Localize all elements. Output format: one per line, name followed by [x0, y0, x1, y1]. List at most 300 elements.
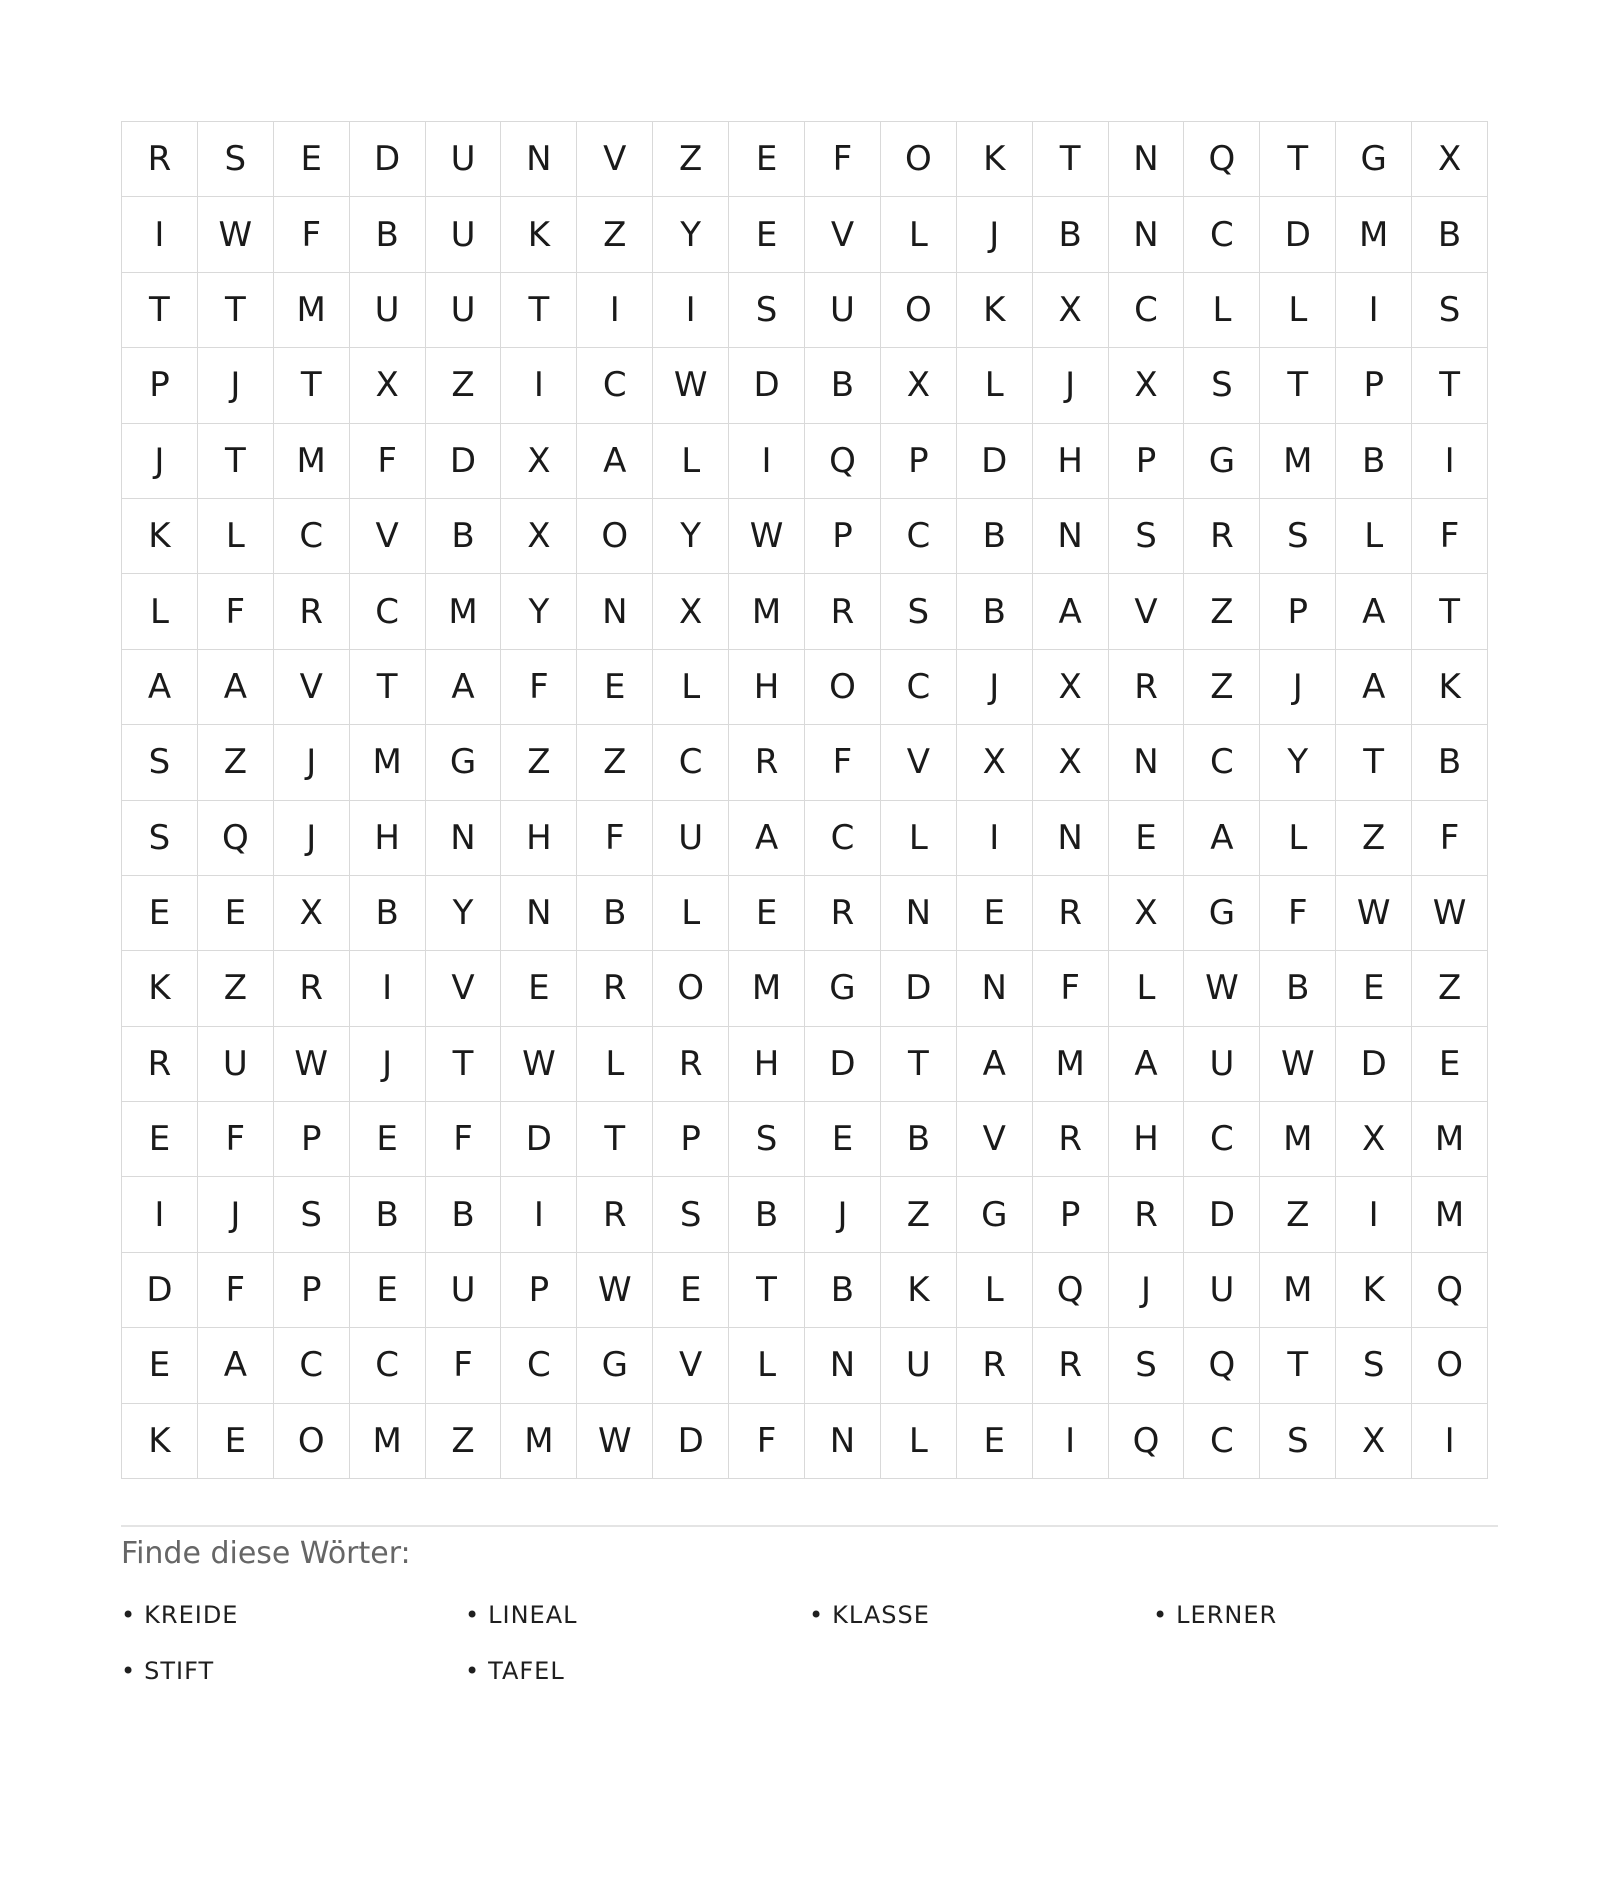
grid-cell[interactable]: Y	[653, 498, 729, 573]
grid-cell[interactable]: W	[501, 1026, 577, 1101]
grid-cell[interactable]: Y	[1260, 725, 1336, 800]
grid-cell[interactable]: Z	[577, 725, 653, 800]
grid-cell[interactable]: D	[880, 951, 956, 1026]
grid-cell[interactable]: J	[1108, 1252, 1184, 1327]
grid-cell[interactable]: V	[880, 725, 956, 800]
grid-cell[interactable]: R	[577, 951, 653, 1026]
grid-cell[interactable]: D	[1184, 1177, 1260, 1252]
grid-cell[interactable]: M	[1260, 1252, 1336, 1327]
grid-cell[interactable]: T	[197, 423, 273, 498]
grid-cell[interactable]: G	[1184, 875, 1260, 950]
grid-cell[interactable]: B	[349, 875, 425, 950]
grid-cell[interactable]: N	[805, 1328, 881, 1403]
grid-cell[interactable]: S	[273, 1177, 349, 1252]
grid-cell[interactable]: I	[501, 348, 577, 423]
grid-cell[interactable]: M	[349, 1403, 425, 1478]
grid-cell[interactable]: B	[1412, 197, 1488, 272]
grid-cell[interactable]: Z	[197, 951, 273, 1026]
grid-cell[interactable]: N	[805, 1403, 881, 1478]
grid-cell[interactable]: X	[349, 348, 425, 423]
grid-cell[interactable]: O	[880, 272, 956, 347]
grid-cell[interactable]: F	[197, 1102, 273, 1177]
grid-cell[interactable]: M	[273, 272, 349, 347]
grid-cell[interactable]: X	[501, 423, 577, 498]
grid-cell[interactable]: D	[956, 423, 1032, 498]
grid-cell[interactable]: B	[1412, 725, 1488, 800]
grid-cell[interactable]: E	[122, 1328, 198, 1403]
grid-cell[interactable]: X	[1108, 348, 1184, 423]
grid-cell[interactable]: F	[425, 1328, 501, 1403]
grid-cell[interactable]: T	[349, 649, 425, 724]
grid-cell[interactable]: F	[501, 649, 577, 724]
grid-cell[interactable]: T	[1412, 574, 1488, 649]
grid-cell[interactable]: F	[1260, 875, 1336, 950]
grid-cell[interactable]: L	[653, 875, 729, 950]
grid-cell[interactable]: C	[1184, 725, 1260, 800]
grid-cell[interactable]: Z	[425, 1403, 501, 1478]
grid-cell[interactable]: F	[805, 725, 881, 800]
grid-cell[interactable]: L	[653, 423, 729, 498]
grid-cell[interactable]: D	[653, 1403, 729, 1478]
grid-cell[interactable]: D	[805, 1026, 881, 1101]
grid-cell[interactable]: J	[273, 725, 349, 800]
grid-cell[interactable]: E	[956, 875, 1032, 950]
grid-cell[interactable]: L	[122, 574, 198, 649]
grid-cell[interactable]: W	[197, 197, 273, 272]
grid-cell[interactable]: A	[425, 649, 501, 724]
grid-cell[interactable]: C	[653, 725, 729, 800]
grid-cell[interactable]: T	[197, 272, 273, 347]
grid-cell[interactable]: M	[1260, 423, 1336, 498]
grid-cell[interactable]: L	[729, 1328, 805, 1403]
grid-cell[interactable]: L	[880, 800, 956, 875]
grid-cell[interactable]: Z	[1260, 1177, 1336, 1252]
grid-cell[interactable]: L	[653, 649, 729, 724]
grid-cell[interactable]: J	[122, 423, 198, 498]
grid-cell[interactable]: L	[956, 1252, 1032, 1327]
grid-cell[interactable]: O	[577, 498, 653, 573]
grid-cell[interactable]: I	[349, 951, 425, 1026]
grid-cell[interactable]: U	[425, 122, 501, 197]
grid-cell[interactable]: U	[653, 800, 729, 875]
grid-cell[interactable]: N	[577, 574, 653, 649]
grid-cell[interactable]: S	[1260, 498, 1336, 573]
grid-cell[interactable]: I	[653, 272, 729, 347]
grid-cell[interactable]: Z	[1184, 574, 1260, 649]
grid-cell[interactable]: L	[1260, 272, 1336, 347]
grid-cell[interactable]: P	[1336, 348, 1412, 423]
grid-cell[interactable]: R	[1032, 1328, 1108, 1403]
grid-cell[interactable]: I	[1412, 423, 1488, 498]
grid-cell[interactable]: T	[1260, 348, 1336, 423]
grid-cell[interactable]: R	[729, 725, 805, 800]
grid-cell[interactable]: S	[197, 122, 273, 197]
grid-cell[interactable]: F	[197, 1252, 273, 1327]
grid-cell[interactable]: W	[653, 348, 729, 423]
grid-cell[interactable]: Z	[880, 1177, 956, 1252]
grid-cell[interactable]: A	[1336, 574, 1412, 649]
grid-cell[interactable]: W	[1260, 1026, 1336, 1101]
grid-cell[interactable]: Y	[501, 574, 577, 649]
grid-cell[interactable]: E	[1412, 1026, 1488, 1101]
grid-cell[interactable]: N	[1032, 498, 1108, 573]
grid-cell[interactable]: B	[1336, 423, 1412, 498]
grid-cell[interactable]: W	[577, 1403, 653, 1478]
grid-cell[interactable]: U	[197, 1026, 273, 1101]
grid-cell[interactable]: Z	[501, 725, 577, 800]
grid-cell[interactable]: U	[880, 1328, 956, 1403]
grid-cell[interactable]: E	[122, 1102, 198, 1177]
grid-cell[interactable]: Q	[1412, 1252, 1488, 1327]
grid-cell[interactable]: I	[1336, 1177, 1412, 1252]
grid-cell[interactable]: C	[805, 800, 881, 875]
grid-cell[interactable]: P	[653, 1102, 729, 1177]
grid-cell[interactable]: J	[349, 1026, 425, 1101]
grid-cell[interactable]: F	[1412, 800, 1488, 875]
grid-cell[interactable]: S	[653, 1177, 729, 1252]
grid-cell[interactable]: B	[956, 498, 1032, 573]
grid-cell[interactable]: S	[1260, 1403, 1336, 1478]
grid-cell[interactable]: B	[880, 1102, 956, 1177]
grid-cell[interactable]: B	[1032, 197, 1108, 272]
grid-cell[interactable]: E	[956, 1403, 1032, 1478]
grid-cell[interactable]: F	[729, 1403, 805, 1478]
grid-cell[interactable]: L	[880, 197, 956, 272]
grid-cell[interactable]: N	[501, 875, 577, 950]
grid-cell[interactable]: U	[425, 1252, 501, 1327]
grid-cell[interactable]: S	[729, 1102, 805, 1177]
grid-cell[interactable]: Z	[1336, 800, 1412, 875]
grid-cell[interactable]: B	[349, 1177, 425, 1252]
grid-cell[interactable]: X	[501, 498, 577, 573]
grid-cell[interactable]: B	[349, 197, 425, 272]
grid-cell[interactable]: P	[805, 498, 881, 573]
grid-cell[interactable]: T	[1032, 122, 1108, 197]
grid-cell[interactable]: I	[729, 423, 805, 498]
grid-cell[interactable]: Z	[653, 122, 729, 197]
grid-cell[interactable]: Y	[653, 197, 729, 272]
grid-cell[interactable]: A	[1184, 800, 1260, 875]
grid-cell[interactable]: U	[425, 197, 501, 272]
grid-cell[interactable]: T	[577, 1102, 653, 1177]
grid-cell[interactable]: S	[1184, 348, 1260, 423]
grid-cell[interactable]: J	[956, 649, 1032, 724]
grid-cell[interactable]: J	[956, 197, 1032, 272]
grid-cell[interactable]: R	[122, 122, 198, 197]
grid-cell[interactable]: J	[1032, 348, 1108, 423]
grid-cell[interactable]: P	[1108, 423, 1184, 498]
grid-cell[interactable]: D	[425, 423, 501, 498]
grid-cell[interactable]: P	[1032, 1177, 1108, 1252]
grid-cell[interactable]: N	[880, 875, 956, 950]
grid-cell[interactable]: Y	[425, 875, 501, 950]
grid-cell[interactable]: G	[577, 1328, 653, 1403]
grid-cell[interactable]: L	[1184, 272, 1260, 347]
grid-cell[interactable]: I	[501, 1177, 577, 1252]
grid-cell[interactable]: X	[1108, 875, 1184, 950]
grid-cell[interactable]: O	[805, 649, 881, 724]
grid-cell[interactable]: A	[1032, 574, 1108, 649]
grid-cell[interactable]: F	[1412, 498, 1488, 573]
grid-cell[interactable]: J	[273, 800, 349, 875]
grid-cell[interactable]: R	[805, 574, 881, 649]
grid-cell[interactable]: X	[1336, 1102, 1412, 1177]
grid-cell[interactable]: O	[653, 951, 729, 1026]
grid-cell[interactable]: U	[1184, 1026, 1260, 1101]
grid-cell[interactable]: K	[956, 272, 1032, 347]
grid-cell[interactable]: B	[425, 498, 501, 573]
grid-cell[interactable]: W	[729, 498, 805, 573]
grid-cell[interactable]: N	[1108, 122, 1184, 197]
grid-cell[interactable]: H	[729, 649, 805, 724]
grid-cell[interactable]: V	[1108, 574, 1184, 649]
grid-cell[interactable]: R	[653, 1026, 729, 1101]
grid-cell[interactable]: X	[653, 574, 729, 649]
grid-cell[interactable]: A	[1336, 649, 1412, 724]
grid-cell[interactable]: F	[273, 197, 349, 272]
grid-cell[interactable]: E	[197, 875, 273, 950]
grid-cell[interactable]: D	[501, 1102, 577, 1177]
grid-cell[interactable]: N	[1032, 800, 1108, 875]
grid-cell[interactable]: Z	[425, 348, 501, 423]
grid-cell[interactable]: W	[273, 1026, 349, 1101]
grid-cell[interactable]: T	[122, 272, 198, 347]
grid-cell[interactable]: R	[1032, 875, 1108, 950]
grid-cell[interactable]: B	[729, 1177, 805, 1252]
grid-cell[interactable]: X	[956, 725, 1032, 800]
grid-cell[interactable]: S	[1108, 1328, 1184, 1403]
grid-cell[interactable]: J	[805, 1177, 881, 1252]
grid-cell[interactable]: A	[956, 1026, 1032, 1101]
grid-cell[interactable]: R	[805, 875, 881, 950]
grid-cell[interactable]: A	[729, 800, 805, 875]
grid-cell[interactable]: L	[1260, 800, 1336, 875]
grid-cell[interactable]: V	[577, 122, 653, 197]
grid-cell[interactable]: R	[1032, 1102, 1108, 1177]
grid-cell[interactable]: D	[1336, 1026, 1412, 1101]
grid-cell[interactable]: A	[122, 649, 198, 724]
grid-cell[interactable]: L	[197, 498, 273, 573]
grid-cell[interactable]: I	[1032, 1403, 1108, 1478]
grid-cell[interactable]: R	[1108, 649, 1184, 724]
grid-cell[interactable]: A	[197, 649, 273, 724]
grid-cell[interactable]: C	[1184, 197, 1260, 272]
grid-cell[interactable]: C	[1184, 1403, 1260, 1478]
grid-cell[interactable]: O	[880, 122, 956, 197]
grid-cell[interactable]: E	[729, 122, 805, 197]
grid-cell[interactable]: K	[122, 498, 198, 573]
grid-cell[interactable]: S	[122, 725, 198, 800]
grid-cell[interactable]: H	[1032, 423, 1108, 498]
grid-cell[interactable]: C	[880, 649, 956, 724]
grid-cell[interactable]: G	[956, 1177, 1032, 1252]
grid-cell[interactable]: X	[880, 348, 956, 423]
grid-cell[interactable]: K	[501, 197, 577, 272]
grid-cell[interactable]: I	[122, 1177, 198, 1252]
grid-cell[interactable]: H	[501, 800, 577, 875]
grid-cell[interactable]: K	[1336, 1252, 1412, 1327]
grid-cell[interactable]: B	[805, 1252, 881, 1327]
grid-cell[interactable]: L	[1108, 951, 1184, 1026]
grid-cell[interactable]: A	[577, 423, 653, 498]
grid-cell[interactable]: Q	[805, 423, 881, 498]
grid-cell[interactable]: R	[1108, 1177, 1184, 1252]
grid-cell[interactable]: E	[501, 951, 577, 1026]
grid-cell[interactable]: E	[805, 1102, 881, 1177]
grid-cell[interactable]: I	[1412, 1403, 1488, 1478]
grid-cell[interactable]: D	[729, 348, 805, 423]
grid-cell[interactable]: A	[197, 1328, 273, 1403]
grid-cell[interactable]: J	[197, 1177, 273, 1252]
grid-cell[interactable]: Q	[1184, 1328, 1260, 1403]
grid-cell[interactable]: O	[273, 1403, 349, 1478]
grid-cell[interactable]: N	[1108, 197, 1184, 272]
grid-cell[interactable]: E	[729, 197, 805, 272]
grid-cell[interactable]: M	[501, 1403, 577, 1478]
grid-cell[interactable]: T	[1260, 1328, 1336, 1403]
grid-cell[interactable]: J	[197, 348, 273, 423]
grid-cell[interactable]: N	[956, 951, 1032, 1026]
grid-cell[interactable]: G	[1184, 423, 1260, 498]
grid-cell[interactable]: N	[1108, 725, 1184, 800]
grid-cell[interactable]: F	[349, 423, 425, 498]
grid-cell[interactable]: K	[122, 1403, 198, 1478]
grid-cell[interactable]: E	[729, 875, 805, 950]
grid-cell[interactable]: H	[1108, 1102, 1184, 1177]
grid-cell[interactable]: D	[1260, 197, 1336, 272]
grid-cell[interactable]: F	[577, 800, 653, 875]
grid-cell[interactable]: T	[1336, 725, 1412, 800]
grid-cell[interactable]: P	[501, 1252, 577, 1327]
grid-cell[interactable]: X	[1412, 122, 1488, 197]
grid-cell[interactable]: E	[197, 1403, 273, 1478]
grid-cell[interactable]: C	[880, 498, 956, 573]
grid-cell[interactable]: S	[1412, 272, 1488, 347]
grid-cell[interactable]: T	[501, 272, 577, 347]
grid-cell[interactable]: P	[273, 1252, 349, 1327]
grid-cell[interactable]: S	[1336, 1328, 1412, 1403]
grid-cell[interactable]: S	[729, 272, 805, 347]
grid-cell[interactable]: X	[273, 875, 349, 950]
grid-cell[interactable]: K	[956, 122, 1032, 197]
grid-cell[interactable]: K	[122, 951, 198, 1026]
grid-cell[interactable]: Z	[1412, 951, 1488, 1026]
grid-cell[interactable]: Q	[197, 800, 273, 875]
grid-cell[interactable]: W	[1412, 875, 1488, 950]
grid-cell[interactable]: N	[425, 800, 501, 875]
grid-cell[interactable]: E	[349, 1102, 425, 1177]
grid-cell[interactable]: E	[1108, 800, 1184, 875]
grid-cell[interactable]: F	[805, 122, 881, 197]
grid-cell[interactable]: V	[805, 197, 881, 272]
grid-cell[interactable]: O	[1412, 1328, 1488, 1403]
grid-cell[interactable]: R	[122, 1026, 198, 1101]
grid-cell[interactable]: B	[1260, 951, 1336, 1026]
grid-cell[interactable]: E	[122, 875, 198, 950]
grid-cell[interactable]: F	[197, 574, 273, 649]
grid-cell[interactable]: M	[1260, 1102, 1336, 1177]
grid-cell[interactable]: A	[1108, 1026, 1184, 1101]
grid-cell[interactable]: Z	[1184, 649, 1260, 724]
grid-cell[interactable]: C	[273, 1328, 349, 1403]
grid-cell[interactable]: E	[577, 649, 653, 724]
grid-cell[interactable]: C	[577, 348, 653, 423]
grid-cell[interactable]: R	[577, 1177, 653, 1252]
grid-cell[interactable]: C	[273, 498, 349, 573]
grid-cell[interactable]: W	[1184, 951, 1260, 1026]
grid-cell[interactable]: M	[1412, 1177, 1488, 1252]
grid-cell[interactable]: M	[273, 423, 349, 498]
grid-cell[interactable]: I	[1336, 272, 1412, 347]
grid-cell[interactable]: T	[1412, 348, 1488, 423]
grid-cell[interactable]: X	[1032, 272, 1108, 347]
grid-cell[interactable]: Z	[577, 197, 653, 272]
grid-cell[interactable]: K	[1412, 649, 1488, 724]
grid-cell[interactable]: U	[805, 272, 881, 347]
grid-cell[interactable]: B	[577, 875, 653, 950]
grid-cell[interactable]: K	[880, 1252, 956, 1327]
grid-cell[interactable]: C	[1184, 1102, 1260, 1177]
grid-cell[interactable]: S	[122, 800, 198, 875]
grid-cell[interactable]: L	[956, 348, 1032, 423]
grid-cell[interactable]: B	[805, 348, 881, 423]
grid-cell[interactable]: T	[425, 1026, 501, 1101]
grid-cell[interactable]: M	[1032, 1026, 1108, 1101]
grid-cell[interactable]: D	[122, 1252, 198, 1327]
grid-cell[interactable]: V	[425, 951, 501, 1026]
grid-cell[interactable]: F	[1032, 951, 1108, 1026]
grid-cell[interactable]: X	[1032, 649, 1108, 724]
grid-cell[interactable]: R	[273, 951, 349, 1026]
grid-cell[interactable]: P	[1260, 574, 1336, 649]
grid-cell[interactable]: E	[653, 1252, 729, 1327]
grid-cell[interactable]: L	[880, 1403, 956, 1478]
grid-cell[interactable]: S	[1108, 498, 1184, 573]
grid-cell[interactable]: U	[425, 272, 501, 347]
grid-cell[interactable]: G	[425, 725, 501, 800]
grid-cell[interactable]: Q	[1108, 1403, 1184, 1478]
grid-cell[interactable]: X	[1336, 1403, 1412, 1478]
grid-cell[interactable]: V	[956, 1102, 1032, 1177]
grid-cell[interactable]: L	[1336, 498, 1412, 573]
grid-cell[interactable]: P	[273, 1102, 349, 1177]
grid-cell[interactable]: P	[122, 348, 198, 423]
grid-cell[interactable]: I	[577, 272, 653, 347]
grid-cell[interactable]: I	[956, 800, 1032, 875]
grid-cell[interactable]: F	[425, 1102, 501, 1177]
grid-cell[interactable]: V	[273, 649, 349, 724]
grid-cell[interactable]: U	[349, 272, 425, 347]
grid-cell[interactable]: W	[1336, 875, 1412, 950]
grid-cell[interactable]: M	[349, 725, 425, 800]
grid-cell[interactable]: R	[273, 574, 349, 649]
grid-cell[interactable]: M	[1336, 197, 1412, 272]
grid-cell[interactable]: E	[349, 1252, 425, 1327]
grid-cell[interactable]: C	[501, 1328, 577, 1403]
grid-cell[interactable]: X	[1032, 725, 1108, 800]
grid-cell[interactable]: D	[349, 122, 425, 197]
grid-cell[interactable]: R	[1184, 498, 1260, 573]
grid-cell[interactable]: S	[880, 574, 956, 649]
grid-cell[interactable]: W	[577, 1252, 653, 1327]
grid-cell[interactable]: C	[1108, 272, 1184, 347]
grid-cell[interactable]: Q	[1032, 1252, 1108, 1327]
grid-cell[interactable]: G	[1336, 122, 1412, 197]
grid-cell[interactable]: G	[805, 951, 881, 1026]
grid-cell[interactable]: H	[349, 800, 425, 875]
grid-cell[interactable]: T	[729, 1252, 805, 1327]
grid-cell[interactable]: R	[956, 1328, 1032, 1403]
